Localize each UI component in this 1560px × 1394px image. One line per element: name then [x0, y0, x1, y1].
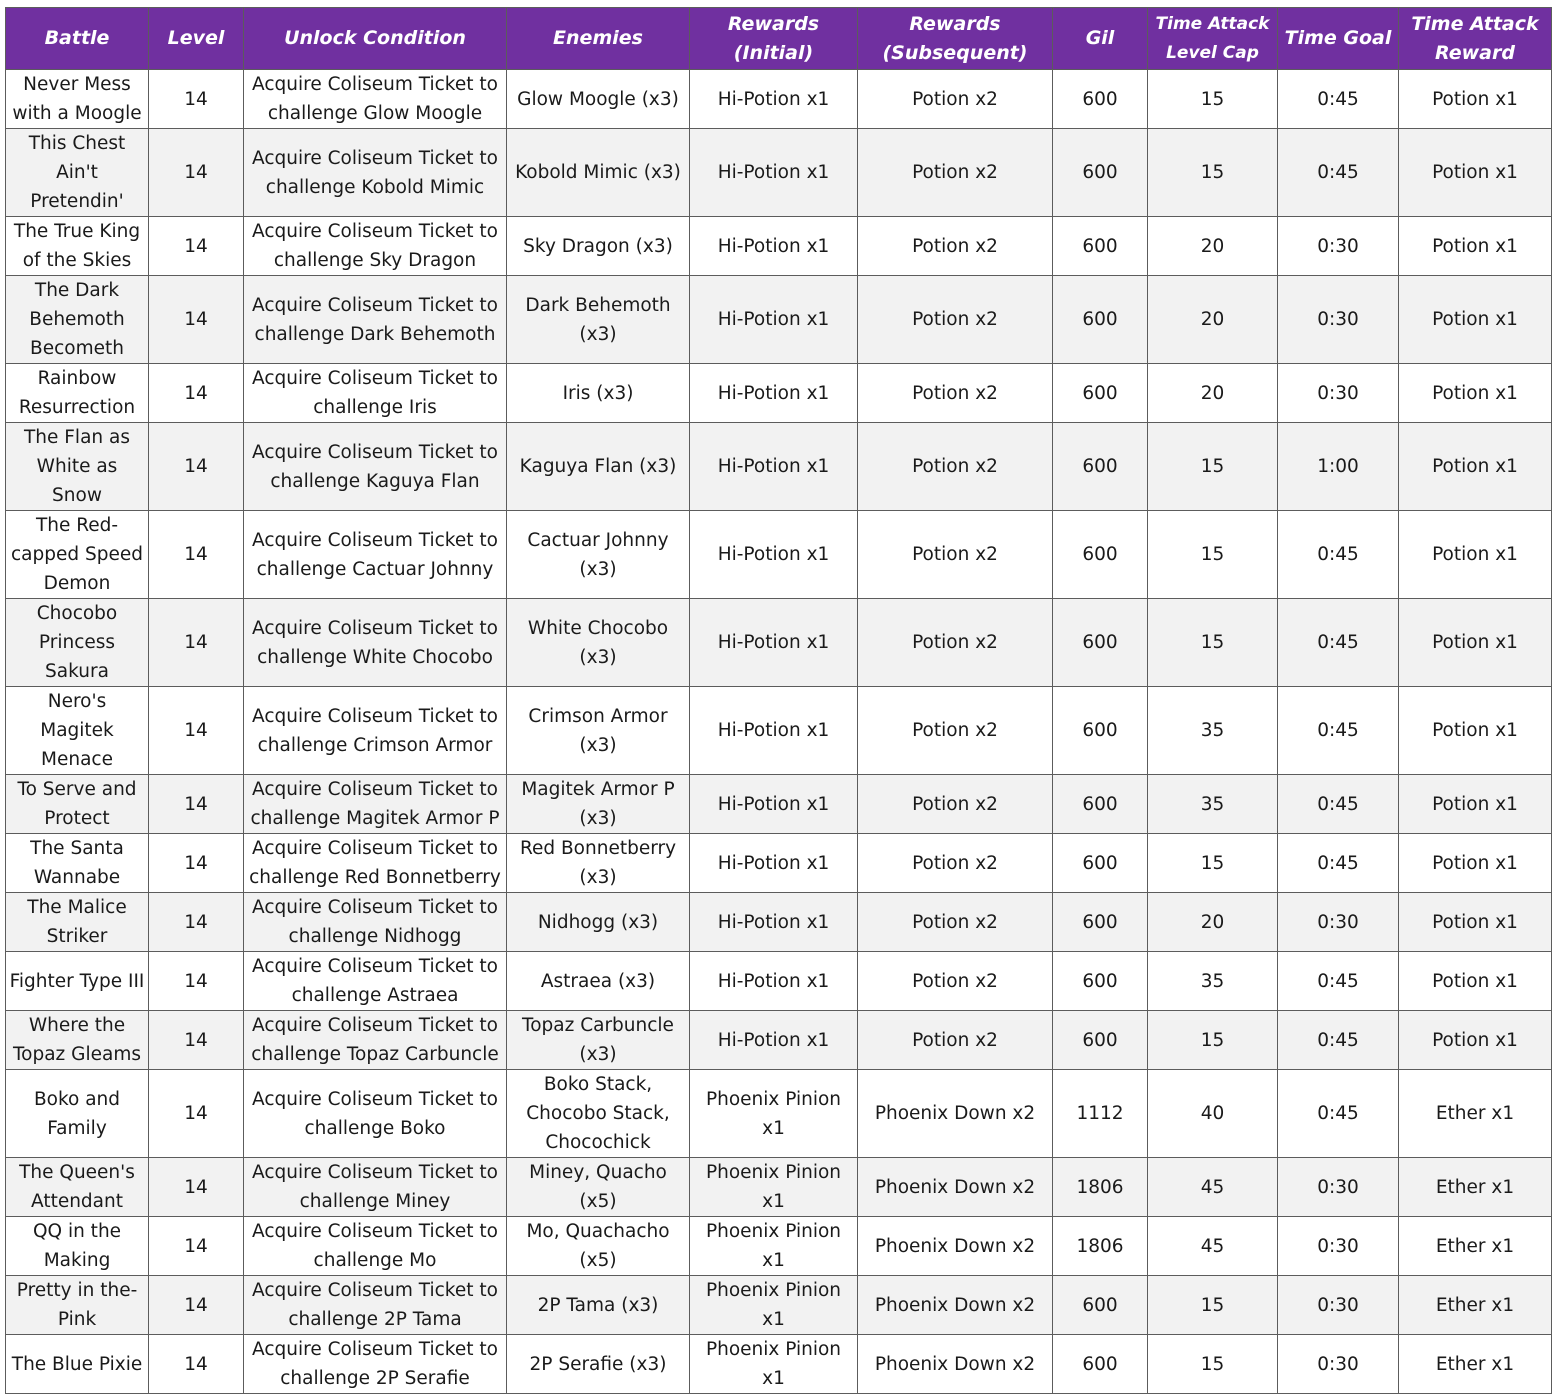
- cell-rewards-subsequent: Potion x2: [858, 775, 1053, 834]
- cell-gil: 600: [1053, 423, 1148, 511]
- cell-level: 14: [149, 775, 244, 834]
- cell-rewards-initial: Phoenix Pinion x1: [690, 1217, 858, 1276]
- cell-gil: 600: [1053, 952, 1148, 1011]
- cell-enemies: Glow Moogle (x3): [507, 70, 690, 129]
- cell-unlock-condition: Acquire Coliseum Ticket to challenge Sky Dragon: [244, 217, 507, 276]
- cell-rewards-subsequent: Potion x2: [858, 511, 1053, 599]
- cell-level: 14: [149, 1276, 244, 1335]
- cell-level: 14: [149, 70, 244, 129]
- table-body: [6, 70, 1552, 1394]
- header-enemies: Enemies: [507, 8, 690, 70]
- cell-level: 14: [149, 511, 244, 599]
- cell-rewards-initial: Hi-Potion x1: [690, 599, 858, 687]
- header-rewards-initial: Rewards (Initial): [690, 8, 858, 70]
- cell-time-attack-level-cap: 45: [1148, 1217, 1278, 1276]
- cell-rewards-initial: Hi-Potion x1: [690, 70, 858, 129]
- cell-time-attack-reward: Potion x1: [1399, 423, 1552, 511]
- cell-enemies: Red Bonnetberry (x3): [507, 834, 690, 893]
- cell-time-goal: 0:45: [1278, 599, 1399, 687]
- table-row: [6, 217, 1552, 276]
- cell-rewards-subsequent: Potion x2: [858, 952, 1053, 1011]
- header-unlock-condition: Unlock Condition: [244, 8, 507, 70]
- cell-gil: 600: [1053, 599, 1148, 687]
- cell-enemies: Crimson Armor (x3): [507, 687, 690, 775]
- cell-battle: Fighter Type III: [6, 952, 149, 1011]
- cell-time-attack-level-cap: 15: [1148, 1276, 1278, 1335]
- cell-rewards-initial: Phoenix Pinion x1: [690, 1070, 858, 1158]
- cell-time-goal: 0:45: [1278, 952, 1399, 1011]
- cell-unlock-condition: Acquire Coliseum Ticket to challenge Topaz Carbuncle: [244, 1011, 507, 1070]
- cell-time-goal: 0:30: [1278, 217, 1399, 276]
- cell-time-attack-reward: Ether x1: [1399, 1276, 1552, 1335]
- cell-battle: The Santa Wannabe: [6, 834, 149, 893]
- cell-time-goal: 0:30: [1278, 1276, 1399, 1335]
- cell-time-attack-level-cap: 15: [1148, 129, 1278, 217]
- cell-unlock-condition: Acquire Coliseum Ticket to challenge Nidhogg: [244, 893, 507, 952]
- cell-enemies: Astraea (x3): [507, 952, 690, 1011]
- cell-level: 14: [149, 217, 244, 276]
- cell-time-goal: 0:45: [1278, 70, 1399, 129]
- cell-rewards-initial: Hi-Potion x1: [690, 217, 858, 276]
- cell-time-attack-reward: Potion x1: [1399, 1011, 1552, 1070]
- cell-battle: The Queen's Attendant: [6, 1158, 149, 1217]
- table-row: [6, 70, 1552, 129]
- cell-rewards-subsequent: Potion x2: [858, 687, 1053, 775]
- cell-battle: The True King of the Skies: [6, 217, 149, 276]
- table-row: [6, 834, 1552, 893]
- table-row: [6, 276, 1552, 364]
- cell-rewards-initial: Hi-Potion x1: [690, 364, 858, 423]
- cell-time-attack-reward: Potion x1: [1399, 687, 1552, 775]
- cell-time-attack-reward: Potion x1: [1399, 834, 1552, 893]
- cell-level: 14: [149, 364, 244, 423]
- cell-level: 14: [149, 1335, 244, 1394]
- cell-enemies: Sky Dragon (x3): [507, 217, 690, 276]
- cell-time-attack-reward: Potion x1: [1399, 511, 1552, 599]
- cell-gil: 600: [1053, 1276, 1148, 1335]
- cell-level: 14: [149, 129, 244, 217]
- cell-time-attack-level-cap: 15: [1148, 599, 1278, 687]
- cell-time-attack-reward: Potion x1: [1399, 217, 1552, 276]
- cell-unlock-condition: Acquire Coliseum Ticket to challenge Boko: [244, 1070, 507, 1158]
- cell-rewards-initial: Hi-Potion x1: [690, 423, 858, 511]
- cell-time-goal: 0:45: [1278, 129, 1399, 217]
- header-level: Level: [149, 8, 244, 70]
- cell-level: 14: [149, 952, 244, 1011]
- cell-level: 14: [149, 687, 244, 775]
- cell-time-goal: 0:30: [1278, 1158, 1399, 1217]
- cell-time-attack-level-cap: 35: [1148, 775, 1278, 834]
- header-time-attack-level-cap: Time Attack Level Cap: [1148, 8, 1278, 70]
- cell-unlock-condition: Acquire Coliseum Ticket to challenge Cactuar Johnny: [244, 511, 507, 599]
- header-time-attack-reward: Time Attack Reward: [1399, 8, 1552, 70]
- coliseum-battles-table: [5, 7, 1552, 1394]
- cell-level: 14: [149, 1011, 244, 1070]
- cell-time-attack-level-cap: 15: [1148, 834, 1278, 893]
- cell-rewards-initial: Hi-Potion x1: [690, 775, 858, 834]
- cell-level: 14: [149, 893, 244, 952]
- cell-unlock-condition: Acquire Coliseum Ticket to challenge 2P Serafie: [244, 1335, 507, 1394]
- table-row: [6, 893, 1552, 952]
- cell-rewards-subsequent: Potion x2: [858, 276, 1053, 364]
- cell-time-attack-level-cap: 15: [1148, 511, 1278, 599]
- cell-unlock-condition: Acquire Coliseum Ticket to challenge Kobold Mimic: [244, 129, 507, 217]
- cell-gil: 1806: [1053, 1217, 1148, 1276]
- cell-enemies: Iris (x3): [507, 364, 690, 423]
- cell-unlock-condition: Acquire Coliseum Ticket to challenge Magitek Armor P: [244, 775, 507, 834]
- cell-unlock-condition: Acquire Coliseum Ticket to challenge Miney: [244, 1158, 507, 1217]
- cell-battle: The Dark Behemoth Becometh: [6, 276, 149, 364]
- cell-time-attack-reward: Potion x1: [1399, 893, 1552, 952]
- cell-unlock-condition: Acquire Coliseum Ticket to challenge White Chocobo: [244, 599, 507, 687]
- cell-enemies: White Chocobo (x3): [507, 599, 690, 687]
- cell-gil: 600: [1053, 511, 1148, 599]
- cell-time-goal: 0:30: [1278, 1335, 1399, 1394]
- cell-rewards-initial: Phoenix Pinion x1: [690, 1158, 858, 1217]
- cell-battle: The Blue Pixie: [6, 1335, 149, 1394]
- cell-gil: 600: [1053, 364, 1148, 423]
- cell-time-goal: 0:45: [1278, 687, 1399, 775]
- cell-gil: 600: [1053, 70, 1148, 129]
- cell-gil: 600: [1053, 276, 1148, 364]
- cell-time-attack-level-cap: 15: [1148, 70, 1278, 129]
- cell-time-attack-level-cap: 35: [1148, 952, 1278, 1011]
- table-row: [6, 1158, 1552, 1217]
- table-row: [6, 1011, 1552, 1070]
- cell-unlock-condition: Acquire Coliseum Ticket to challenge Dark Behemoth: [244, 276, 507, 364]
- cell-level: 14: [149, 1217, 244, 1276]
- table-row: [6, 511, 1552, 599]
- cell-enemies: Topaz Carbuncle (x3): [507, 1011, 690, 1070]
- header-row: [6, 8, 1552, 70]
- cell-time-attack-level-cap: 20: [1148, 893, 1278, 952]
- cell-gil: 600: [1053, 687, 1148, 775]
- cell-gil: 600: [1053, 893, 1148, 952]
- cell-rewards-subsequent: Phoenix Down x2: [858, 1276, 1053, 1335]
- cell-battle: Chocobo Princess Sakura: [6, 599, 149, 687]
- cell-rewards-subsequent: Potion x2: [858, 1011, 1053, 1070]
- table-row: [6, 1217, 1552, 1276]
- cell-rewards-initial: Hi-Potion x1: [690, 129, 858, 217]
- cell-unlock-condition: Acquire Coliseum Ticket to challenge Mo: [244, 1217, 507, 1276]
- cell-enemies: Mo, Quachacho (x5): [507, 1217, 690, 1276]
- header-gil: Gil: [1053, 8, 1148, 70]
- cell-level: 14: [149, 599, 244, 687]
- cell-battle: Pretty in the-Pink: [6, 1276, 149, 1335]
- header-time-goal: Time Goal: [1278, 8, 1399, 70]
- cell-time-attack-level-cap: 20: [1148, 217, 1278, 276]
- cell-battle: The Malice Striker: [6, 893, 149, 952]
- cell-unlock-condition: Acquire Coliseum Ticket to challenge Crimson Armor: [244, 687, 507, 775]
- cell-rewards-initial: Hi-Potion x1: [690, 1011, 858, 1070]
- cell-time-attack-level-cap: 15: [1148, 1335, 1278, 1394]
- cell-battle: Nero's Magitek Menace: [6, 687, 149, 775]
- cell-rewards-subsequent: Potion x2: [858, 893, 1053, 952]
- cell-rewards-subsequent: Phoenix Down x2: [858, 1158, 1053, 1217]
- table-row: [6, 952, 1552, 1011]
- cell-time-goal: 1:00: [1278, 423, 1399, 511]
- cell-level: 14: [149, 1070, 244, 1158]
- cell-unlock-condition: Acquire Coliseum Ticket to challenge Kaguya Flan: [244, 423, 507, 511]
- cell-rewards-subsequent: Phoenix Down x2: [858, 1335, 1053, 1394]
- cell-rewards-subsequent: Phoenix Down x2: [858, 1070, 1053, 1158]
- cell-unlock-condition: Acquire Coliseum Ticket to challenge Astraea: [244, 952, 507, 1011]
- cell-enemies: Magitek Armor P (x3): [507, 775, 690, 834]
- cell-time-attack-reward: Ether x1: [1399, 1335, 1552, 1394]
- cell-rewards-initial: Phoenix Pinion x1: [690, 1335, 858, 1394]
- cell-time-attack-level-cap: 35: [1148, 687, 1278, 775]
- cell-battle: This Chest Ain't Pretendin': [6, 129, 149, 217]
- cell-rewards-subsequent: Phoenix Down x2: [858, 1217, 1053, 1276]
- cell-enemies: 2P Serafie (x3): [507, 1335, 690, 1394]
- cell-enemies: Miney, Quacho (x5): [507, 1158, 690, 1217]
- cell-time-goal: 0:45: [1278, 834, 1399, 893]
- table-row: [6, 364, 1552, 423]
- header-battle: Battle: [6, 8, 149, 70]
- header-rewards-subsequent: Rewards (Subsequent): [858, 8, 1053, 70]
- cell-rewards-subsequent: Potion x2: [858, 70, 1053, 129]
- cell-gil: 600: [1053, 217, 1148, 276]
- cell-time-attack-reward: Ether x1: [1399, 1070, 1552, 1158]
- cell-unlock-condition: Acquire Coliseum Ticket to challenge Glow Moogle: [244, 70, 507, 129]
- cell-time-goal: 0:45: [1278, 511, 1399, 599]
- cell-enemies: Dark Behemoth (x3): [507, 276, 690, 364]
- cell-rewards-initial: Hi-Potion x1: [690, 952, 858, 1011]
- cell-time-goal: 0:30: [1278, 364, 1399, 423]
- cell-gil: 600: [1053, 129, 1148, 217]
- cell-time-attack-reward: Ether x1: [1399, 1217, 1552, 1276]
- cell-battle: To Serve and Protect: [6, 775, 149, 834]
- table-row: [6, 423, 1552, 511]
- cell-time-attack-reward: Potion x1: [1399, 952, 1552, 1011]
- cell-time-goal: 0:45: [1278, 1011, 1399, 1070]
- cell-rewards-subsequent: Potion x2: [858, 217, 1053, 276]
- cell-time-attack-level-cap: 20: [1148, 276, 1278, 364]
- cell-enemies: Nidhogg (x3): [507, 893, 690, 952]
- cell-enemies: Kaguya Flan (x3): [507, 423, 690, 511]
- cell-enemies: Cactuar Johnny (x3): [507, 511, 690, 599]
- cell-battle: Where the Topaz Gleams: [6, 1011, 149, 1070]
- cell-time-goal: 0:30: [1278, 893, 1399, 952]
- cell-battle: Boko and Family: [6, 1070, 149, 1158]
- table-row: [6, 129, 1552, 217]
- cell-time-attack-reward: Potion x1: [1399, 599, 1552, 687]
- cell-time-goal: 0:45: [1278, 775, 1399, 834]
- cell-battle: Never Mess with a Moogle: [6, 70, 149, 129]
- cell-time-attack-reward: Potion x1: [1399, 129, 1552, 217]
- cell-rewards-subsequent: Potion x2: [858, 599, 1053, 687]
- cell-unlock-condition: Acquire Coliseum Ticket to challenge Iris: [244, 364, 507, 423]
- cell-gil: 600: [1053, 775, 1148, 834]
- cell-time-attack-level-cap: 15: [1148, 423, 1278, 511]
- table-row: [6, 687, 1552, 775]
- cell-time-attack-reward: Ether x1: [1399, 1158, 1552, 1217]
- cell-rewards-initial: Hi-Potion x1: [690, 511, 858, 599]
- cell-battle: Rainbow Resurrection: [6, 364, 149, 423]
- cell-gil: 1806: [1053, 1158, 1148, 1217]
- cell-rewards-subsequent: Potion x2: [858, 423, 1053, 511]
- cell-time-attack-reward: Potion x1: [1399, 276, 1552, 364]
- table-row: [6, 599, 1552, 687]
- cell-rewards-subsequent: Potion x2: [858, 834, 1053, 893]
- cell-battle: The Flan as White as Snow: [6, 423, 149, 511]
- cell-level: 14: [149, 1158, 244, 1217]
- cell-level: 14: [149, 423, 244, 511]
- cell-rewards-initial: Hi-Potion x1: [690, 276, 858, 364]
- cell-time-attack-level-cap: 20: [1148, 364, 1278, 423]
- cell-time-attack-reward: Potion x1: [1399, 775, 1552, 834]
- cell-level: 14: [149, 834, 244, 893]
- cell-rewards-initial: Hi-Potion x1: [690, 834, 858, 893]
- cell-enemies: Kobold Mimic (x3): [507, 129, 690, 217]
- cell-battle: QQ in the Making: [6, 1217, 149, 1276]
- cell-rewards-initial: Phoenix Pinion x1: [690, 1276, 858, 1335]
- cell-time-goal: 0:30: [1278, 276, 1399, 364]
- table-row: [6, 1276, 1552, 1335]
- cell-level: 14: [149, 276, 244, 364]
- cell-time-attack-level-cap: 15: [1148, 1011, 1278, 1070]
- cell-gil: 600: [1053, 1335, 1148, 1394]
- cell-time-attack-reward: Potion x1: [1399, 70, 1552, 129]
- cell-time-attack-reward: Potion x1: [1399, 364, 1552, 423]
- cell-rewards-subsequent: Potion x2: [858, 129, 1053, 217]
- table-row: [6, 1070, 1552, 1158]
- cell-enemies: Boko Stack, Chocobo Stack, Chocochick: [507, 1070, 690, 1158]
- cell-time-goal: 0:30: [1278, 1217, 1399, 1276]
- table-header: [6, 8, 1552, 70]
- cell-time-attack-level-cap: 40: [1148, 1070, 1278, 1158]
- cell-gil: 600: [1053, 834, 1148, 893]
- cell-gil: 1112: [1053, 1070, 1148, 1158]
- table-row: [6, 775, 1552, 834]
- cell-rewards-subsequent: Potion x2: [858, 364, 1053, 423]
- cell-time-attack-level-cap: 45: [1148, 1158, 1278, 1217]
- cell-time-goal: 0:45: [1278, 1070, 1399, 1158]
- cell-unlock-condition: Acquire Coliseum Ticket to challenge 2P Tama: [244, 1276, 507, 1335]
- cell-gil: 600: [1053, 1011, 1148, 1070]
- cell-rewards-initial: Hi-Potion x1: [690, 893, 858, 952]
- cell-battle: The Red-capped Speed Demon: [6, 511, 149, 599]
- cell-enemies: 2P Tama (x3): [507, 1276, 690, 1335]
- cell-unlock-condition: Acquire Coliseum Ticket to challenge Red Bonnetberry: [244, 834, 507, 893]
- table-wrapper: [5, 7, 1552, 1394]
- cell-rewards-initial: Hi-Potion x1: [690, 687, 858, 775]
